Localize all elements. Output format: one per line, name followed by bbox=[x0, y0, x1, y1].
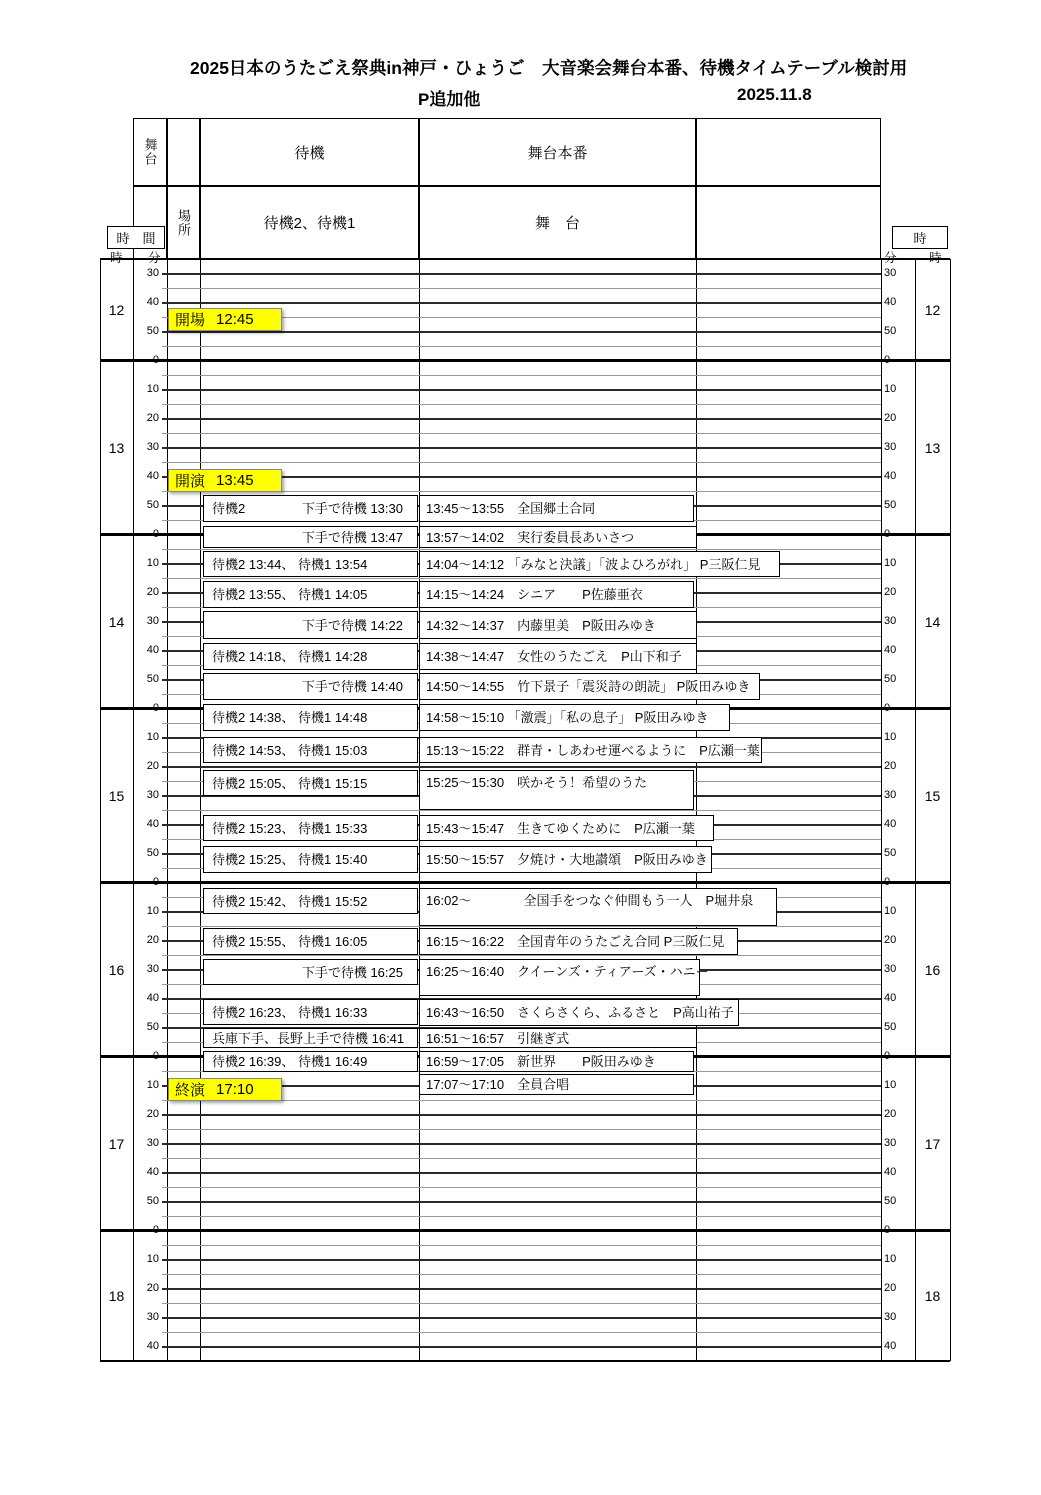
minute-label-left: 50 bbox=[146, 1020, 159, 1033]
five-minute-line bbox=[162, 462, 881, 463]
minute-label-left: 30 bbox=[146, 1310, 159, 1323]
ten-minute-line bbox=[162, 766, 881, 768]
stage-box: 16:02～ 全国手をつなぐ仲間もう一人 P堀井泉 bbox=[419, 888, 777, 926]
minute-label-right: 30 bbox=[884, 1310, 897, 1323]
standby-box: 待機2 16:23、 待機1 16:33 bbox=[203, 999, 418, 1025]
ten-minute-line bbox=[162, 1143, 881, 1145]
hour-line bbox=[100, 881, 950, 884]
minute-label-right: 40 bbox=[884, 817, 897, 830]
five-minute-line bbox=[162, 1303, 881, 1304]
hour-label-left: 16 bbox=[108, 961, 125, 978]
minute-label-right: 50 bbox=[884, 672, 897, 685]
minute-label-right: 10 bbox=[884, 730, 897, 743]
minute-label-left: 40 bbox=[146, 643, 159, 656]
grid-bottom-border bbox=[100, 1360, 950, 1362]
minute-label-left: 0 bbox=[152, 701, 159, 714]
minute-label-right: 0 bbox=[884, 527, 891, 540]
ten-minute-line bbox=[162, 1317, 881, 1319]
ten-minute-line bbox=[162, 302, 881, 304]
standby-box: 待機2 14:18、 待機1 14:28 bbox=[203, 643, 418, 670]
stage-box: 13:57～14:02 実行委員長あいさつ bbox=[419, 526, 697, 548]
milestone-time: 12:45 bbox=[216, 311, 254, 328]
header-standby-title: 待機 bbox=[294, 144, 325, 162]
minute-label-right: 10 bbox=[884, 382, 897, 395]
milestone-開場 bbox=[168, 308, 282, 331]
minute-label-left: 0 bbox=[152, 1049, 159, 1062]
standby-box: 待機2 15:42、 待機1 15:52 bbox=[203, 888, 418, 914]
minute-label-left: 20 bbox=[146, 411, 159, 424]
five-minute-line bbox=[162, 1332, 881, 1333]
minute-label-right: 30 bbox=[884, 962, 897, 975]
header-performance-title-cell bbox=[419, 118, 696, 186]
minute-label-right: 50 bbox=[884, 1020, 897, 1033]
five-minute-line bbox=[162, 549, 881, 550]
minute-label-left: 20 bbox=[146, 1107, 159, 1120]
stage-box: 14:32～14:37 内藤里美 P阪田みゆき bbox=[419, 611, 697, 639]
stage-box: 14:58～15:10 「激震」「私の息子」 P阪田みゆき bbox=[419, 704, 730, 731]
grid-vline bbox=[100, 259, 101, 1361]
minute-label-left: 30 bbox=[146, 1136, 159, 1149]
minute-label-right: 40 bbox=[884, 469, 897, 482]
minute-label-left: 50 bbox=[146, 324, 159, 337]
ten-minute-line bbox=[162, 447, 881, 449]
header-empty-cell-1 bbox=[167, 118, 200, 186]
minute-label-right: 50 bbox=[884, 1194, 897, 1207]
standby-box: 下手で待機 16:25 bbox=[203, 959, 418, 985]
right-axis-title-box bbox=[892, 226, 948, 249]
minute-label-right: 30 bbox=[884, 266, 897, 279]
minute-label-left: 0 bbox=[152, 1223, 159, 1236]
five-minute-line bbox=[162, 288, 881, 289]
minute-label-left: 20 bbox=[146, 585, 159, 598]
standby-box: 下手で待機 13:47 bbox=[203, 526, 418, 548]
minute-label-right: 20 bbox=[884, 1281, 897, 1294]
minute-label-left: 0 bbox=[152, 353, 159, 366]
five-minute-line bbox=[162, 404, 881, 405]
standby-box: 待機2 15:25、 待機1 15:40 bbox=[203, 846, 418, 873]
minute-label-right: 10 bbox=[884, 556, 897, 569]
minute-label-right: 30 bbox=[884, 614, 897, 627]
standby-room-label: 待機2 bbox=[212, 501, 246, 516]
minute-label-right: 0 bbox=[884, 1223, 891, 1236]
minute-label-left: 50 bbox=[146, 498, 159, 511]
header-stage-col-cell bbox=[133, 118, 167, 186]
ten-minute-line bbox=[162, 1114, 881, 1116]
hour-line bbox=[100, 359, 950, 362]
hour-label-left: 13 bbox=[108, 439, 125, 456]
hour-label-right: 16 bbox=[924, 961, 941, 978]
stage-box: 15:13～15:22 群青・しあわせ運べるように P広瀬一葉 bbox=[419, 737, 762, 763]
ten-minute-line bbox=[162, 1346, 881, 1348]
standby-box: 待機2 13:44、 待機1 13:54 bbox=[203, 551, 418, 577]
hour-label-left: 12 bbox=[108, 301, 125, 318]
standby-box: 下手で待機 14:22 bbox=[203, 611, 418, 639]
minute-label-right: 20 bbox=[884, 411, 897, 424]
minute-label-left: 40 bbox=[146, 1339, 159, 1352]
minute-label-right: 40 bbox=[884, 643, 897, 656]
minute-label-right: 0 bbox=[884, 1049, 891, 1062]
standby-box: 待機2 16:39、 待機1 16:49 bbox=[203, 1051, 418, 1072]
minute-label-left: 50 bbox=[146, 1194, 159, 1207]
minute-label-left: 50 bbox=[146, 846, 159, 859]
milestone-time: 13:45 bbox=[216, 472, 254, 489]
stage-box: 16:59～17:05 新世界 P阪田みゆき bbox=[419, 1051, 694, 1072]
hour-label-right: 18 bbox=[924, 1287, 941, 1304]
stage-box: 16:15～16:22 全国青年のうたごえ合同 P三阪仁見 bbox=[419, 928, 738, 955]
five-minute-line bbox=[162, 375, 881, 376]
hour-label-right: 17 bbox=[924, 1135, 941, 1152]
minute-label-left: 40 bbox=[146, 817, 159, 830]
minute-label-left: 0 bbox=[152, 875, 159, 888]
minute-label-right: 0 bbox=[884, 875, 891, 888]
milestone-time: 17:10 bbox=[216, 1081, 254, 1098]
left-axis-minute-label bbox=[148, 248, 161, 266]
stage-box: 14:04～14:12 「みなと決議」「波よひろがれ」 P三阪仁見 bbox=[419, 551, 780, 577]
stage-box: 14:15～14:24 シニア P佐藤亜衣 bbox=[419, 581, 694, 608]
hour-line bbox=[100, 1229, 950, 1232]
hour-label-right: 14 bbox=[924, 613, 941, 630]
minute-label-right: 20 bbox=[884, 759, 897, 772]
grid-vline bbox=[881, 259, 882, 1361]
minute-label-left: 30 bbox=[146, 266, 159, 279]
document-subtitle: P追加他 bbox=[418, 90, 481, 109]
standby-box: 待機2 13:55、 待機1 14:05 bbox=[203, 581, 418, 608]
milestone-label: 開演 bbox=[175, 473, 206, 490]
ten-minute-line bbox=[162, 1172, 881, 1174]
minute-label-right: 20 bbox=[884, 1107, 897, 1120]
minute-label-left: 10 bbox=[146, 904, 159, 917]
minute-label-left: 40 bbox=[146, 295, 159, 308]
hour-label-left: 18 bbox=[108, 1287, 125, 1304]
minute-label-left: 50 bbox=[146, 672, 159, 685]
minute-label-right: 50 bbox=[884, 498, 897, 511]
five-minute-line bbox=[162, 1129, 881, 1130]
minute-label-left: 30 bbox=[146, 440, 159, 453]
milestone-label: 開場 bbox=[175, 312, 206, 329]
minute-label-right: 40 bbox=[884, 1165, 897, 1178]
minute-label-right: 20 bbox=[884, 933, 897, 946]
minute-label-left: 10 bbox=[146, 1252, 159, 1265]
minute-label-left: 40 bbox=[146, 469, 159, 482]
minute-label-right: 30 bbox=[884, 788, 897, 801]
right-axis-minute-label bbox=[884, 248, 897, 266]
stage-box: 15:43～15:47 生きてゆくために P広瀬一葉 bbox=[419, 815, 714, 841]
minute-label-left: 30 bbox=[146, 962, 159, 975]
header-performance-sub: 舞 台 bbox=[534, 215, 580, 232]
hour-label-right: 15 bbox=[924, 787, 941, 804]
document-title: 2025日本のうたごえ祭典in神戸・ひょうご 大音楽会舞台本番、待機タイムテーブル検討用 bbox=[190, 58, 908, 78]
minute-label-left: 30 bbox=[146, 788, 159, 801]
minute-label-right: 30 bbox=[884, 440, 897, 453]
grid-top-border bbox=[100, 258, 950, 260]
hour-label-left: 14 bbox=[108, 613, 125, 630]
stage-box: 14:38～14:47 女性のうたごえ P山下和子 bbox=[419, 643, 697, 670]
minute-label-right: 40 bbox=[884, 1339, 897, 1352]
left-axis-title: 時 間 bbox=[116, 231, 156, 246]
minute-label-right: 50 bbox=[884, 324, 897, 337]
minute-label-right: 40 bbox=[884, 295, 897, 308]
milestone-label: 終演 bbox=[175, 1082, 206, 1099]
standby-box: 待機2 14:53、 待機1 15:03 bbox=[203, 737, 418, 763]
minute-label-right: 0 bbox=[884, 701, 891, 714]
ten-minute-line bbox=[162, 1288, 881, 1290]
standby-box: 待機2 15:55、 待機1 16:05 bbox=[203, 928, 418, 955]
hour-label-right: 12 bbox=[924, 301, 941, 318]
standby-box bbox=[203, 495, 418, 522]
minute-label-left: 20 bbox=[146, 1281, 159, 1294]
minute-label-right: 20 bbox=[884, 585, 897, 598]
milestone-開演 bbox=[168, 469, 282, 492]
right-axis-title: 時 bbox=[913, 231, 927, 246]
minute-label-right: 10 bbox=[884, 1252, 897, 1265]
minute-label-left: 0 bbox=[152, 527, 159, 540]
stage-box: 16:51～16:57 引継ぎ式 bbox=[419, 1028, 697, 1048]
minute-label-right: 10 bbox=[884, 1078, 897, 1091]
minute-label-right: 50 bbox=[884, 846, 897, 859]
left-axis-hour-label bbox=[110, 248, 123, 266]
standby-box: 下手で待機 14:40 bbox=[203, 673, 418, 700]
header-performance-title: 舞台本番 bbox=[527, 144, 588, 162]
header-standby-sub: 待機2、待機1 bbox=[263, 215, 356, 232]
standby-box: 兵庫下手、長野上手で待機 16:41 bbox=[203, 1028, 418, 1048]
header-performance-sub-cell bbox=[419, 186, 696, 259]
milestone-終演 bbox=[168, 1078, 282, 1101]
document-date: 2025.11.8 bbox=[737, 85, 812, 104]
minute-label-left: 20 bbox=[146, 759, 159, 772]
left-axis-title-box bbox=[107, 226, 165, 249]
grid-vline bbox=[915, 259, 916, 1361]
minute-label-right: 30 bbox=[884, 1136, 897, 1149]
stage-box: 15:25～15:30 咲かそう！希望のうた bbox=[419, 770, 694, 810]
minute-label-right: 0 bbox=[884, 353, 891, 366]
standby-box: 待機2 15:23、 待機1 15:33 bbox=[203, 815, 418, 841]
five-minute-line bbox=[162, 1274, 881, 1275]
minute-label-left: 40 bbox=[146, 991, 159, 1004]
header-standby-title-cell bbox=[200, 118, 419, 186]
minute-label-left: 20 bbox=[146, 933, 159, 946]
stage-box: 16:25～16:40 クイーンズ・ティアーズ・ハニー bbox=[419, 959, 700, 996]
header-empty-cell-4 bbox=[696, 186, 881, 259]
stage-box: 14:50～14:55 竹下景子「震災詩の朗読」 P阪田みゆき bbox=[419, 673, 760, 700]
header-standby-sub-cell bbox=[200, 186, 419, 259]
minute-label-left: 10 bbox=[146, 556, 159, 569]
five-minute-line bbox=[162, 1216, 881, 1217]
header-place-col-label: 場所 bbox=[176, 208, 191, 237]
stage-box: 16:43～16:50 さくらさくら、ふるさと P高山祐子 bbox=[419, 999, 739, 1026]
grid-vline bbox=[950, 259, 951, 1361]
minute-label-right: 40 bbox=[884, 991, 897, 1004]
minute-label-left: 10 bbox=[146, 382, 159, 395]
header-stage-col-label: 舞台 bbox=[142, 138, 158, 166]
ten-minute-line bbox=[162, 273, 881, 275]
five-minute-line bbox=[162, 433, 881, 434]
header-empty-cell-2 bbox=[696, 118, 881, 186]
right-axis-hour-label bbox=[929, 248, 942, 266]
hour-label-left: 17 bbox=[108, 1135, 125, 1152]
minute-label-left: 10 bbox=[146, 1078, 159, 1091]
ten-minute-line bbox=[162, 418, 881, 420]
minute-label-right: 10 bbox=[884, 904, 897, 917]
ten-minute-line bbox=[162, 1201, 881, 1203]
standby-time-label: 下手で待機 13:30 bbox=[301, 501, 403, 516]
hour-label-left: 15 bbox=[108, 787, 125, 804]
ten-minute-line bbox=[162, 1259, 881, 1261]
stage-box: 15:50～15:57 夕焼け・大地讃頌 P阪田みゆき bbox=[419, 846, 712, 873]
standby-box: 待機2 15:05、 待機1 15:15 bbox=[203, 770, 418, 796]
five-minute-line bbox=[162, 1245, 881, 1246]
five-minute-line bbox=[162, 1187, 881, 1188]
standby-box: 待機2 14:38、 待機1 14:48 bbox=[203, 704, 418, 731]
minute-label-left: 10 bbox=[146, 730, 159, 743]
header-place-col-cell bbox=[167, 186, 200, 259]
five-minute-line bbox=[162, 578, 881, 579]
stage-box: 13:45～13:55 全国郷土合同 bbox=[419, 495, 694, 522]
hour-label-right: 13 bbox=[924, 439, 941, 456]
five-minute-line bbox=[162, 1158, 881, 1159]
ten-minute-line bbox=[162, 389, 881, 391]
minute-label-left: 30 bbox=[146, 614, 159, 627]
five-minute-line bbox=[162, 346, 881, 347]
stage-box: 17:07～17:10 全員合唱 bbox=[419, 1074, 694, 1095]
minute-label-left: 40 bbox=[146, 1165, 159, 1178]
